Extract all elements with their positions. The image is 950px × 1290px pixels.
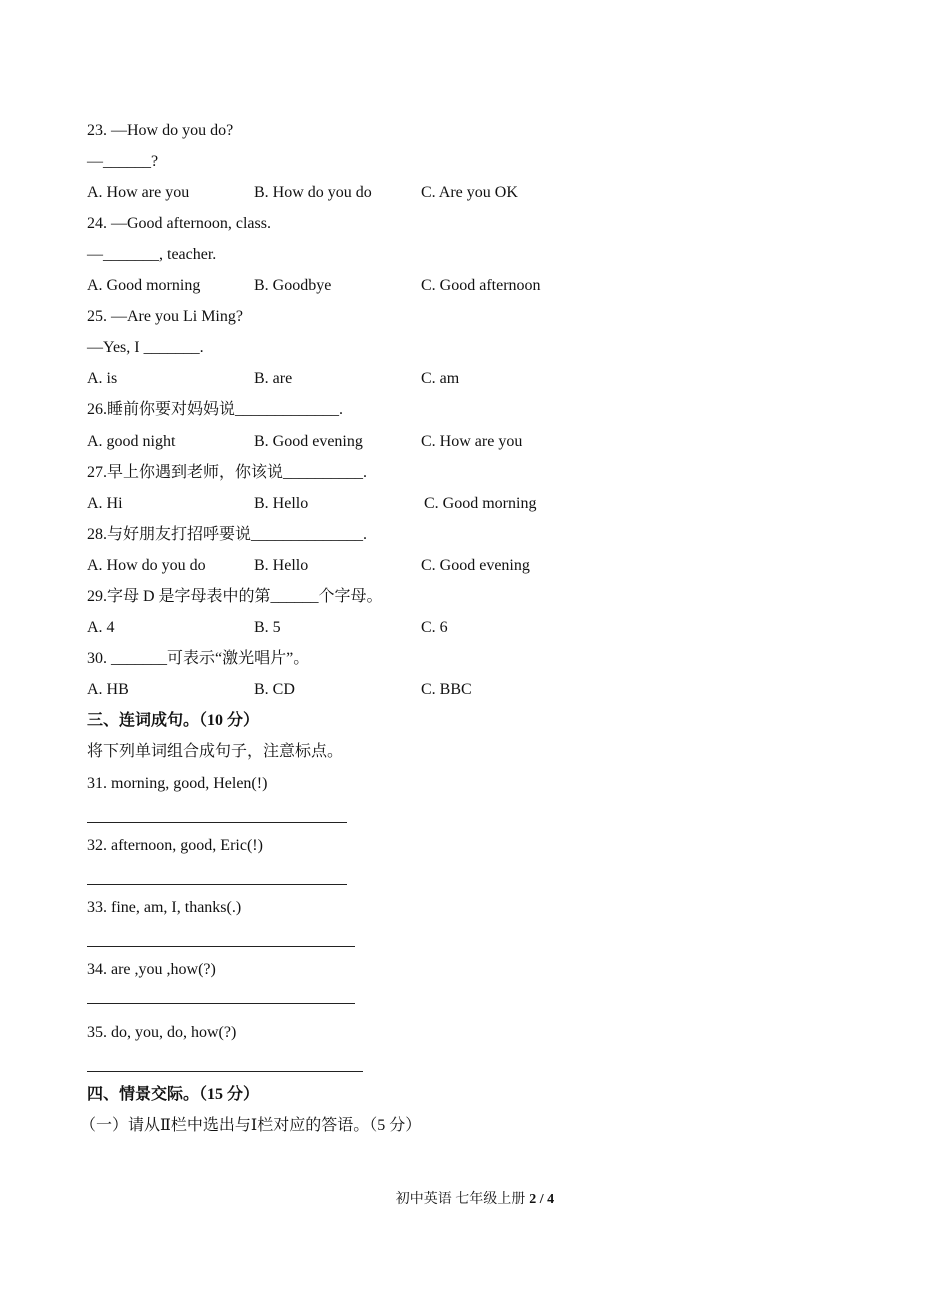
option-b: B. Hello xyxy=(254,495,309,512)
question-29-stem: 29.字母 D 是字母表中的第______个字母。 xyxy=(87,588,383,605)
option-c: C. BBC xyxy=(421,681,472,698)
sentence-item-33: 33. fine, am, I, thanks(.) xyxy=(87,899,242,916)
question-26-stem: 26.睡前你要对妈妈说_____________. xyxy=(87,401,344,418)
sentence-item-34: 34. are ,you ,how(?) xyxy=(87,961,216,978)
option-a: A. How are you xyxy=(87,184,190,201)
question-25-options xyxy=(87,367,787,391)
page-number: 2 / 4 xyxy=(529,1192,555,1207)
question-24-options xyxy=(87,274,787,298)
option-a: A. HB xyxy=(87,681,129,698)
question-26-options xyxy=(87,430,787,454)
sentence-item-32: 32. afternoon, good, Eric(!) xyxy=(87,837,263,854)
question-23-stem: 23. —How do you do? xyxy=(87,122,234,139)
option-b: B. Goodbye xyxy=(254,277,332,294)
option-c: C. How are you xyxy=(421,433,523,450)
question-23-blank: —______? xyxy=(87,153,159,170)
answer-line-31[interactable] xyxy=(87,822,347,823)
answer-line-35[interactable] xyxy=(87,1071,363,1072)
option-c: C. Are you OK xyxy=(421,184,518,201)
option-a: A. How do you do xyxy=(87,557,206,574)
option-b: B. How do you do xyxy=(254,184,372,201)
option-a: A. Hi xyxy=(87,495,123,512)
section-3-heading: 三、连词成句。（10 分） xyxy=(87,712,260,729)
option-a: A. 4 xyxy=(87,619,115,636)
option-c: C. am xyxy=(421,370,460,387)
sentence-item-35: 35. do, you, do, how(?) xyxy=(87,1024,237,1041)
question-28-options xyxy=(87,554,787,578)
question-23-options xyxy=(87,181,787,205)
option-c: C. Good evening xyxy=(421,557,530,574)
section-4-subheading: （一）请从Ⅱ栏中选出与Ⅰ栏对应的答语。（5 分） xyxy=(80,1117,422,1134)
answer-line-34[interactable] xyxy=(87,1003,355,1004)
question-29-options xyxy=(87,616,787,640)
page-footer xyxy=(0,1190,950,1210)
option-c: C. Good afternoon xyxy=(421,277,541,294)
section-4-heading: 四、情景交际。（15 分） xyxy=(87,1086,260,1103)
question-27-stem: 27.早上你遇到老师，你该说__________. xyxy=(87,464,368,481)
footer-text: 初中英语 七年级上册 xyxy=(395,1192,526,1207)
question-27-options xyxy=(87,492,787,516)
option-b: B. are xyxy=(254,370,293,387)
option-a: A. good night xyxy=(87,433,176,450)
question-24-blank: —_______, teacher. xyxy=(87,246,217,263)
question-30-options xyxy=(87,678,787,702)
option-a: A. is xyxy=(87,370,118,387)
option-c: C. Good morning xyxy=(424,495,537,512)
option-c: C. 6 xyxy=(421,619,448,636)
question-25-stem: 25. —Are you Li Ming? xyxy=(87,308,243,325)
question-24-stem: 24. —Good afternoon, class. xyxy=(87,215,271,232)
answer-line-32[interactable] xyxy=(87,884,347,885)
question-28-stem: 28.与好朋友打招呼要说______________. xyxy=(87,526,368,543)
option-a: A. Good morning xyxy=(87,277,201,294)
option-b: B. Good evening xyxy=(254,433,363,450)
section-3-instruction: 将下列单词组合成句子，注意标点。 xyxy=(87,743,344,760)
answer-line-33[interactable] xyxy=(87,946,355,947)
option-b: B. 5 xyxy=(254,619,281,636)
option-b: B. Hello xyxy=(254,557,309,574)
question-30-stem: 30. _______可表示“激光唱片”。 xyxy=(87,650,310,667)
question-25-blank: —Yes, I _______. xyxy=(87,339,204,356)
option-b: B. CD xyxy=(254,681,295,698)
sentence-item-31: 31. morning, good, Helen(!) xyxy=(87,775,268,792)
